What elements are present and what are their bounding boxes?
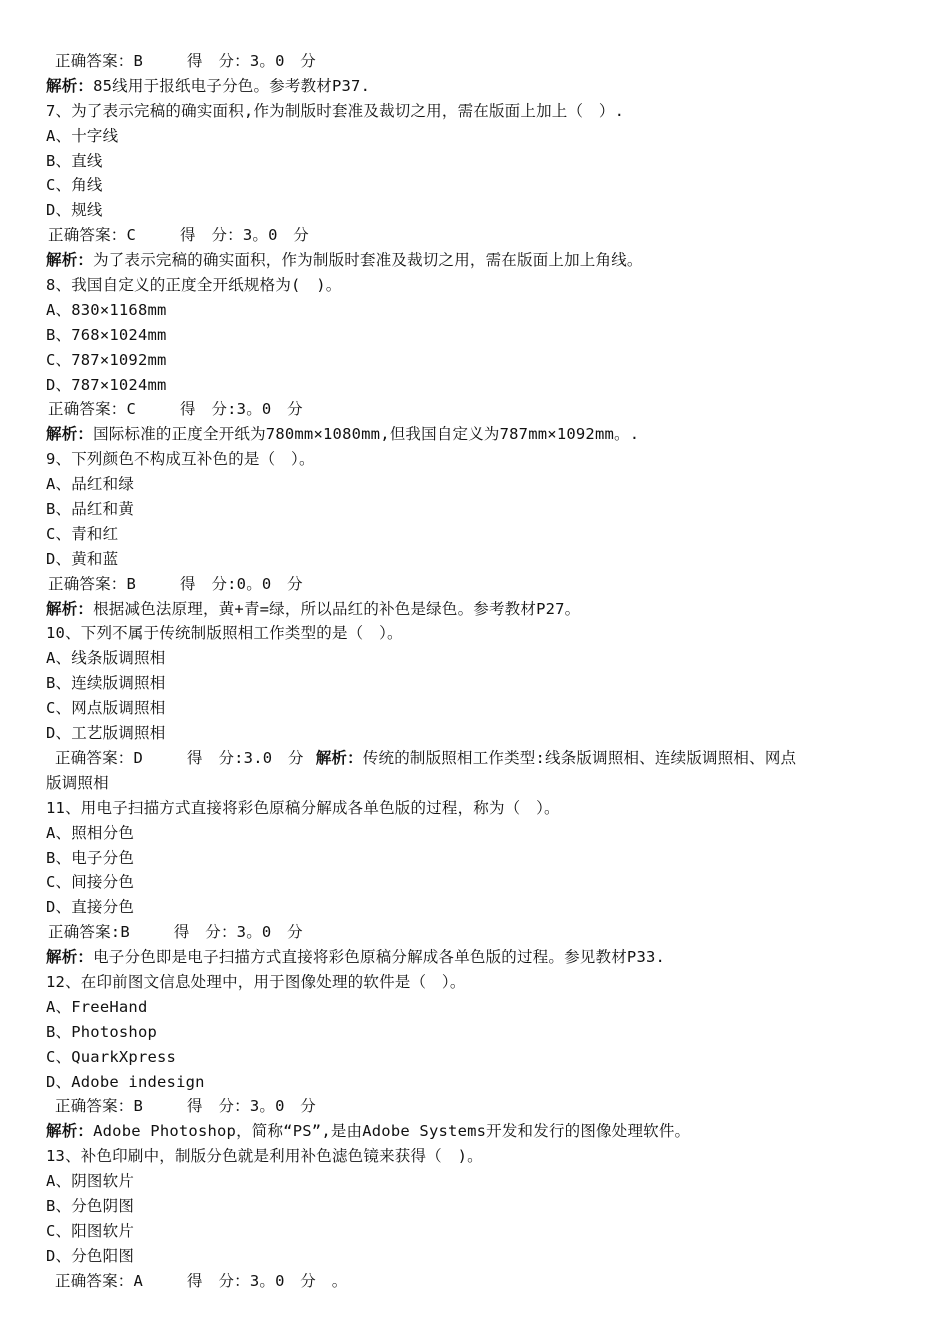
answer-option: A、照相分色 <box>46 823 135 842</box>
correct-answer: 正确答案:B <box>48 923 130 942</box>
answer-option: B、电子分色 <box>46 848 135 867</box>
answer-option: B、Photoshop <box>46 1022 158 1041</box>
answer-line <box>46 920 911 945</box>
correct-answer: 正确答案：C <box>48 400 137 419</box>
answer-line <box>46 572 911 597</box>
answer-option: D、黄和蓝 <box>46 549 119 568</box>
analysis-line <box>46 597 911 622</box>
answer-option: B、品红和黄 <box>46 500 135 519</box>
answer-option: C、角线 <box>46 176 103 195</box>
answer-line <box>46 1269 911 1294</box>
correct-answer: 正确答案：C <box>48 226 137 245</box>
analysis-line <box>46 422 911 447</box>
answer-option: A、阴图软片 <box>46 1172 135 1191</box>
answer-option: D、直接分色 <box>46 898 135 917</box>
text-continuation: 版调照相 <box>46 773 109 792</box>
analysis-text: 为了表示完稿的确实面积，作为制版时套准及裁切之用，需在版面上加上角线。 <box>93 251 643 270</box>
answer-line <box>46 1094 911 1119</box>
answer-option: C、阳图软片 <box>46 1221 135 1240</box>
analysis-text: 国际标准的正度全开纸为780mm×1080mm,但我国自定义为787mm×1092mm。. <box>93 425 640 444</box>
answer-option: D、787×1024mm <box>46 375 167 394</box>
score: 得 分:3.0 分 <box>187 748 304 767</box>
question-stem: 11、用电子扫描方式直接将彩色原稿分解成各单色版的过程，称为（ ）。 <box>46 798 560 817</box>
correct-answer: 正确答案：B <box>55 52 144 70</box>
answer-line <box>46 746 911 771</box>
analysis-text: 电子分色即是电子扫描方式直接将彩色原稿分解成各单色版的过程。参见教材P33. <box>93 948 666 967</box>
score: 得 分：3。0 分 。 <box>187 1271 348 1290</box>
answer-option: A、FreeHand <box>46 997 148 1016</box>
answer-line <box>46 223 911 248</box>
question-stem: 8、我国自定义的正度全开纸规格为( )。 <box>46 276 342 295</box>
analysis-label: 解析： <box>46 1122 94 1141</box>
answer-option: C、QuarkXpress <box>46 1047 177 1066</box>
analysis-text: Adobe Photoshop，简称“PS”,是由Adobe Systems开发和发行的图像处理软件。 <box>93 1122 691 1141</box>
score: 得 分：3。0 分 <box>173 923 303 942</box>
analysis-label: 解析： <box>46 948 94 967</box>
question-stem: 10、下列不属于传统制版照相工作类型的是（ ）。 <box>46 624 403 643</box>
answer-option: C、间接分色 <box>46 873 135 892</box>
analysis-line <box>46 248 911 273</box>
answer-option: D、工艺版调照相 <box>46 724 166 743</box>
analysis-label: 解析： <box>46 76 94 95</box>
answer-option: A、品红和绿 <box>46 475 135 494</box>
answer-option: A、830×1168mm <box>46 300 167 319</box>
analysis-label: 解析： <box>46 599 94 618</box>
answer-line <box>46 49 911 74</box>
answer-option: C、青和红 <box>46 524 119 543</box>
analysis-text: 根据减色法原理，黄+青=绿，所以品红的补色是绿色。参考教材P27。 <box>93 599 581 618</box>
analysis-text: 传统的制版照相工作类型:线条版调照相、连续版调照相、网点 <box>362 748 797 767</box>
question-stem: 7、为了表示完稿的确实面积,作为制版时套准及裁切之用，需在版面上加上（ ）. <box>46 101 625 120</box>
analysis-line <box>46 945 911 970</box>
answer-option: D、分色阳图 <box>46 1246 135 1265</box>
answer-option: A、线条版调照相 <box>46 649 166 668</box>
answer-option: C、网点版调照相 <box>46 699 166 718</box>
answer-line <box>46 397 911 422</box>
document-body <box>46 49 911 1294</box>
analysis-label: 解析： <box>46 251 94 270</box>
analysis-text: 85线用于报纸电子分色。参考教材P37. <box>93 76 371 95</box>
score: 得 分：3。0 分 <box>187 1097 317 1116</box>
score: 得 分：3。0 分 <box>187 52 317 70</box>
correct-answer: 正确答案：D <box>55 748 144 767</box>
answer-option: C、787×1092mm <box>46 350 167 369</box>
question-stem: 12、在印前图文信息处理中，用于图像处理的软件是（ ）。 <box>46 972 466 991</box>
correct-answer: 正确答案：B <box>48 574 137 593</box>
answer-option: D、规线 <box>46 201 103 220</box>
answer-option: B、768×1024mm <box>46 325 167 344</box>
answer-option: B、分色阴图 <box>46 1196 135 1215</box>
analysis-line <box>46 74 911 99</box>
answer-option: D、Adobe indesign <box>46 1072 205 1091</box>
question-stem: 13、补色印刷中，制版分色就是利用补色滤色镜来获得（ )。 <box>46 1147 483 1166</box>
analysis-label: 解析： <box>46 425 94 444</box>
score: 得 分:0。0 分 <box>180 574 303 593</box>
answer-option: B、连续版调照相 <box>46 674 166 693</box>
correct-answer: 正确答案：B <box>55 1097 144 1116</box>
analysis-label: 解析： <box>315 748 363 767</box>
score: 得 分：3。0 分 <box>180 226 310 245</box>
correct-answer: 正确答案：A <box>55 1271 144 1290</box>
question-stem: 9、下列颜色不构成互补色的是（ ）。 <box>46 450 315 469</box>
answer-option: A、十字线 <box>46 126 119 145</box>
answer-option: B、直线 <box>46 151 103 170</box>
analysis-line <box>46 1119 911 1144</box>
score: 得 分:3。0 分 <box>180 400 303 419</box>
